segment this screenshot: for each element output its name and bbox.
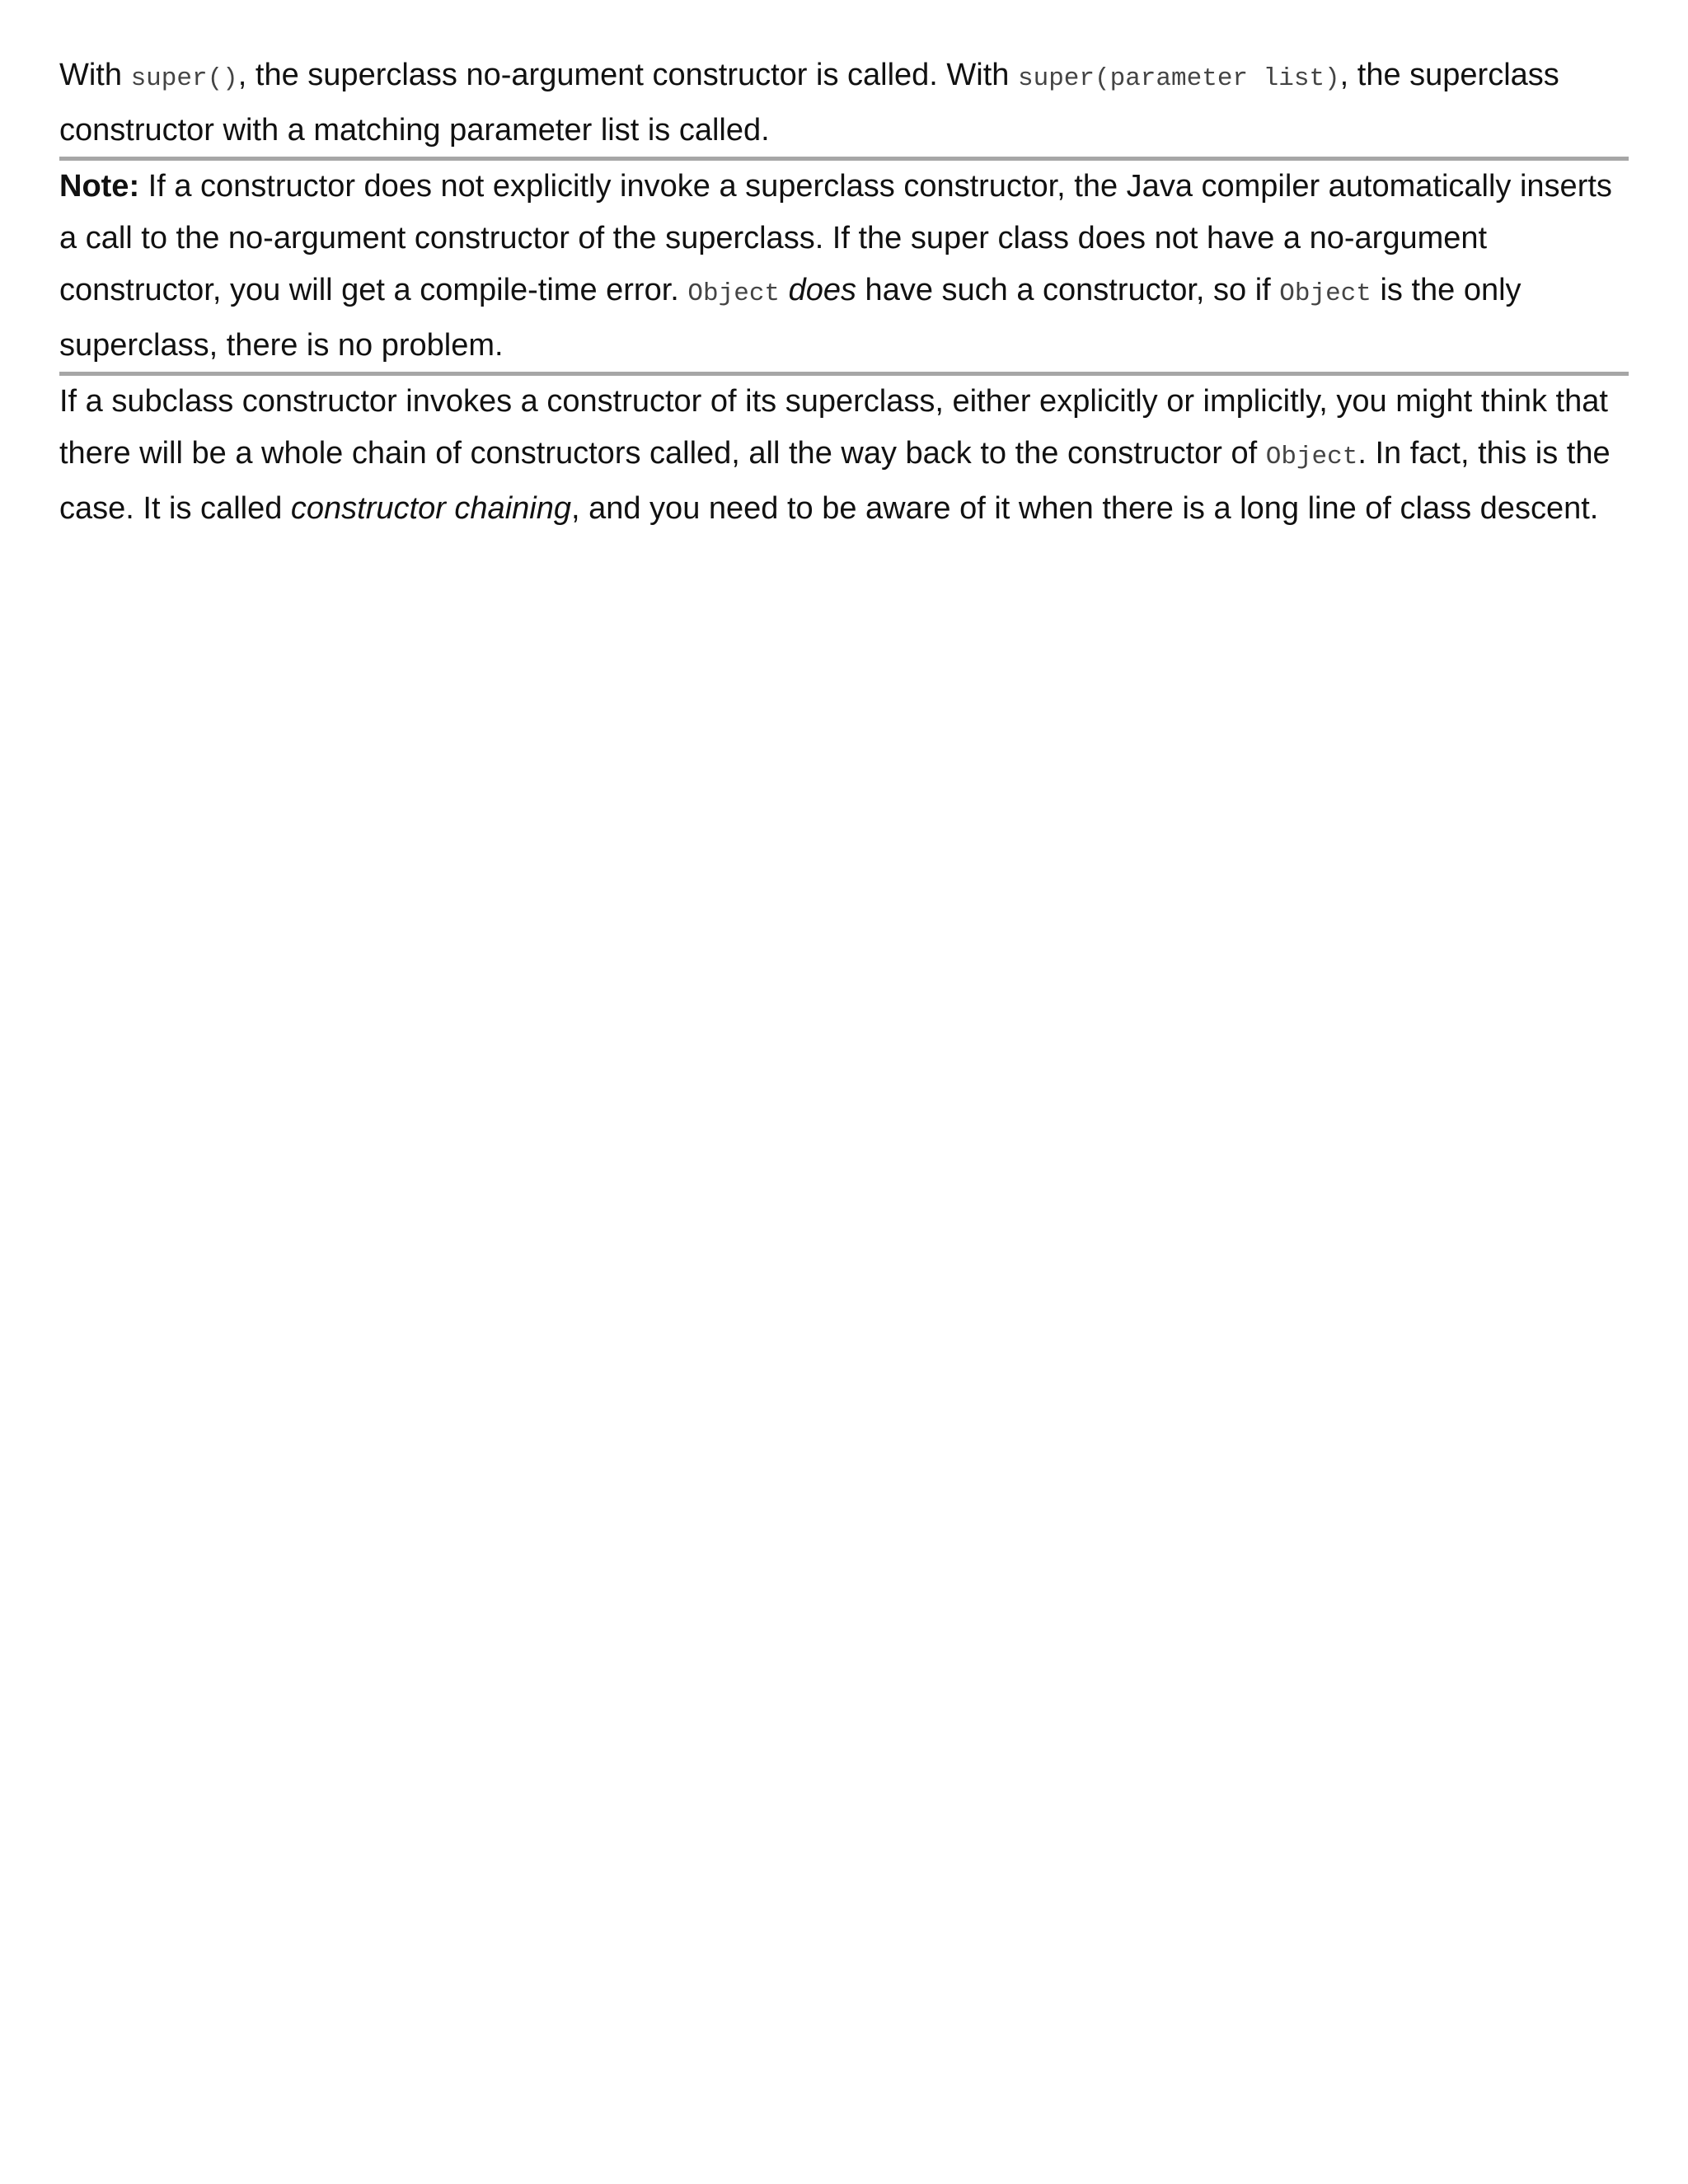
code-object-2: Object	[1279, 279, 1372, 308]
para3-text-1: If a subclass constructor invokes a constructor of its superclass, either explicitly or implicitly, you might think that there will be a whole chain of constructors called, all the way back to the constructor of	[59, 384, 1608, 471]
emphasis-constructor-chaining: constructor chaining	[290, 491, 571, 526]
note-text-4: is the only superclass, there is no problem.	[59, 273, 1522, 363]
para3-text-3: , and you need to be aware of it when there is a long line of class descent.	[570, 491, 1599, 526]
document-page	[59, 49, 1629, 535]
para1-text-1: With	[59, 58, 131, 92]
note-text-3: have such a constructor, so if	[856, 273, 1280, 307]
note-paragraph	[59, 161, 1629, 372]
para1-text-3: , the superclass constructor with a matching parameter list is called.	[59, 58, 1559, 148]
para3-text-2: . In fact, this is the case. It is called	[59, 436, 1611, 526]
paragraph-constructor-chaining	[59, 376, 1629, 535]
note-text-2	[780, 273, 789, 307]
code-super-params: super(parameter list)	[1017, 64, 1340, 93]
code-object-3: Object	[1265, 443, 1358, 471]
para1-text-2: , the superclass no-argument constructor is called. With	[237, 58, 1018, 92]
code-object-1: Object	[687, 279, 781, 308]
note-label: Note:	[59, 169, 140, 204]
note-emphasis-does: does	[788, 273, 856, 307]
paragraph-super-calls	[59, 49, 1629, 157]
note-text-1: If a constructor does not explicitly invoke a superclass constructor, the Java compiler automatically inserts a call to the no-argument constructor of the superclass. If the super class does not have a no-argument constructor, you will get a compile-time error.	[59, 169, 1612, 307]
code-super-noarg: super()	[130, 64, 238, 93]
